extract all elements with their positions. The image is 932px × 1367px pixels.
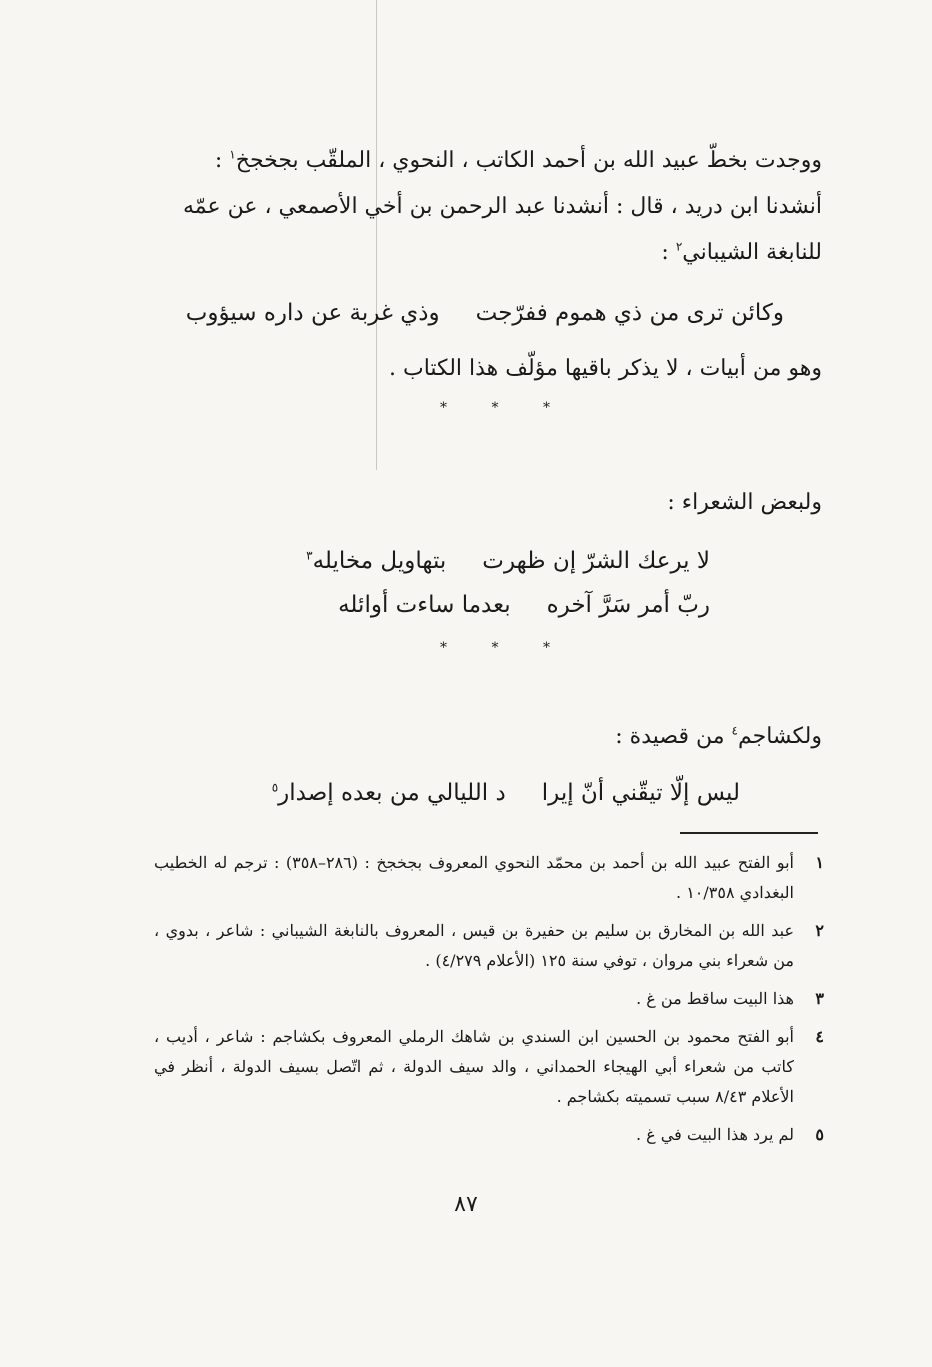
footnote-text: هذا البيت ساقط من غ . [636, 989, 794, 1008]
verse-line [306, 538, 710, 584]
footnote-item [154, 1120, 824, 1150]
paragraph: وهو من أبيات ، لا يذكر باقيها مؤلّف هذا الكتاب . [389, 356, 822, 381]
separator-star: * [440, 400, 447, 416]
separator-star: * [440, 640, 447, 656]
verse-second-hemistich [306, 538, 446, 584]
footnote-number: ٢ [815, 921, 824, 940]
footnote-number: ٣ [815, 989, 824, 1008]
footnote-text: أبو الفتح عبيد الله بن أحمد بن محمّد النحوي المعروف بجخجخ : (٢٨٦–٣٥٨) : ترجم له الخطيب البغدادي ١٠/٣٥٨ . [154, 853, 795, 902]
verse-first-hemistich: ربّ أمر سَرَّ آخره [546, 592, 710, 618]
verse-first-hemistich: لا يرعك الشرّ إن ظهرت [482, 548, 710, 574]
footnote-divider [680, 832, 818, 834]
footnote-number: ٥ [815, 1125, 824, 1144]
verse-second-hemistich [272, 770, 506, 816]
footnote-text: لم يرد هذا البيت في غ . [635, 1125, 794, 1144]
paragraph-text: ووجدت بخطّ عبيد الله بن أحمد الكاتب ، النحوي ، الملقّب بجخجخ [235, 148, 822, 173]
paragraph-text: : [661, 240, 676, 265]
footnote-item [154, 916, 824, 976]
paragraph-text: للنابغة الشيباني [682, 240, 822, 265]
footnote-marker: ٤ [731, 723, 738, 738]
separator-star: * [491, 400, 499, 416]
footnote-marker: ٣ [306, 548, 313, 563]
page-number: ٨٧ [454, 1192, 478, 1217]
verse-line [186, 290, 784, 336]
verse-line [272, 770, 740, 816]
footnote-item [154, 984, 824, 1014]
footnote-item [154, 848, 824, 908]
opening-paragraph [142, 138, 822, 276]
footnote-text: أبو الفتح محمود بن الحسين ابن السندي بن شاهك الرملي المعروف بكشاجم : شاعر ، أديب ، كاتب من شعراء أبي الهيجاء الحمداني ، والد سيف الدولة ، ثم اتّصل بسيف الدولة ، أنظر في الأعلام ٨/٤٣ سبب تسميته بكشاجم . [154, 1027, 794, 1106]
footnotes [154, 848, 824, 1158]
verse-second-hemistich: وذي غربة عن داره سيؤوب [185, 300, 440, 326]
verse-second-hemistich: بعدما ساءت أوائله [338, 592, 511, 618]
separator-star: * [543, 400, 550, 416]
paragraph-line: أنشدنا ابن دريد ، قال : أنشدنا عبد الرحمن بن أخي الأصمعي ، عن عمّه [182, 194, 822, 219]
verse-text: د الليالي من بعده إصدار [278, 780, 506, 806]
footnote-marker: ١ [229, 147, 236, 162]
separator-star: * [543, 640, 550, 656]
paragraph [142, 714, 822, 760]
footnote-number: ٤ [815, 1027, 824, 1046]
paragraph-text: ولكشاجم [737, 724, 822, 749]
paragraph-line [142, 138, 822, 184]
section-separator [440, 400, 550, 416]
paragraph: ولبعض الشعراء : [667, 490, 822, 515]
footnote-marker: ٥ [271, 780, 279, 795]
paragraph-line [142, 230, 822, 276]
verse-first-hemistich: وكائن ترى من ذي هموم ففرّجت [475, 300, 784, 326]
footnote-text: عبد الله بن المخارق بن سليم بن حفيرة بن قيس ، المعروف بالنابغة الشيباني : شاعر ، بدوي ، من شعراء بني مروان ، توفي سنة ١٢٥ (الأعلام ٤/٢٧٩) . [154, 921, 794, 970]
footnote-number: ١ [815, 853, 824, 872]
paragraph-text: من قصيدة : [615, 724, 732, 749]
separator-star: * [491, 640, 499, 656]
footnote-marker: ٢ [675, 239, 683, 254]
paragraph-text: : [214, 148, 230, 173]
verse-first-hemistich: ليس إلّا تيقّني أنّ إيرا [541, 780, 740, 806]
verse-text: بتهاويل مخايله [312, 548, 447, 574]
verse-line [338, 582, 710, 628]
section-separator [440, 640, 550, 656]
footnote-item [154, 1022, 824, 1112]
